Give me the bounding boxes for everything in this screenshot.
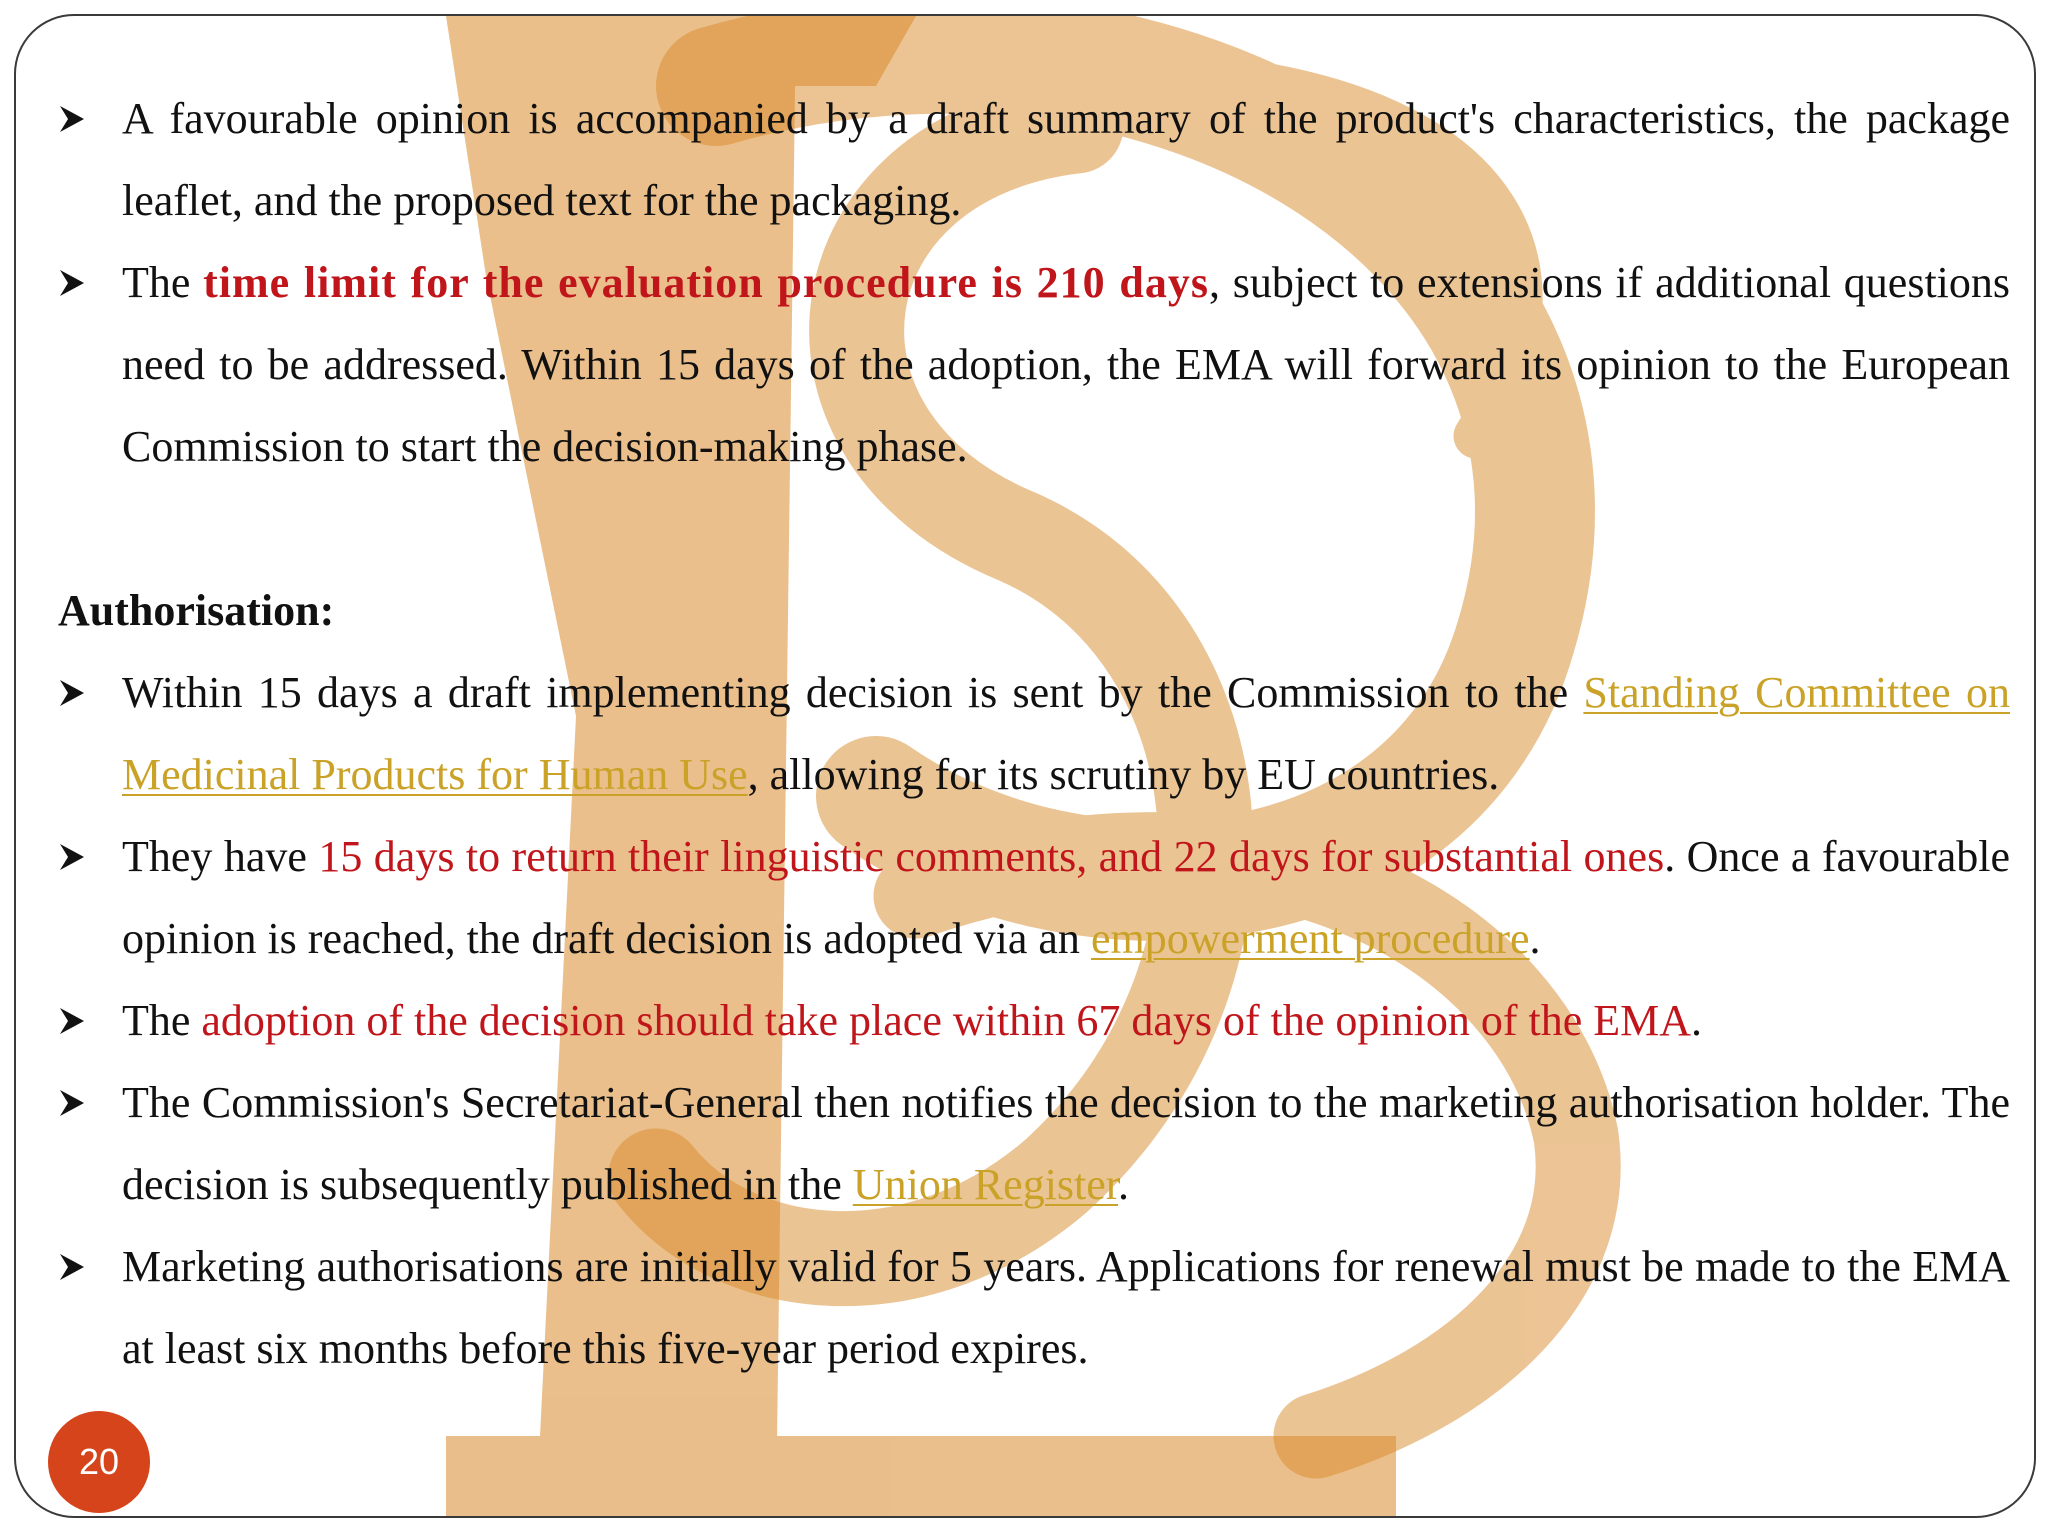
bullet-draft-decision	[58, 652, 2010, 816]
bullet-notification	[58, 1062, 2010, 1226]
slide-frame	[14, 14, 2036, 1518]
bullet-time-limit	[58, 242, 2010, 488]
authorisation-heading: Authorisation:	[58, 586, 335, 635]
bullet-text: They have	[122, 832, 319, 881]
bullet-text: A favourable opinion is accompanied by a draft summary of the product's characteristics, the package leaflet, and the proposed text for the packaging.	[122, 94, 2010, 225]
bullet-text: .	[1118, 1160, 1130, 1209]
time-limit-emphasis: time limit for the evaluation procedure is 210 days	[203, 258, 1209, 307]
bullet-favourable-opinion	[58, 78, 2010, 242]
arrow-bullet-icon	[58, 1062, 98, 1144]
bullet-text: , subject to extensions if additional questions need to be addressed. Within 15 days of the adoption, the EMA will forward its opinion to the European Commission to start the decision-making phase.	[122, 258, 2011, 471]
bullet-text: .	[1691, 996, 1703, 1045]
bullet-validity	[58, 1226, 2010, 1390]
bullet-comments	[58, 816, 2010, 980]
bullet-adoption	[58, 980, 2010, 1062]
page-number-badge: 20	[48, 1411, 150, 1513]
arrow-bullet-icon	[58, 816, 98, 898]
union-register-link[interactable]: Union Register	[852, 1160, 1119, 1209]
arrow-bullet-icon	[58, 1226, 98, 1308]
comment-deadlines-emphasis: 15 days to return their linguistic comments, and 22 days for substantial ones	[318, 832, 1665, 881]
slide-content	[58, 78, 2010, 1390]
bullet-text: The	[122, 996, 202, 1045]
adoption-deadline-emphasis: adoption of the decision should take place within 67 days of the opinion of the EMA	[201, 996, 1692, 1045]
arrow-bullet-icon	[58, 242, 98, 324]
bullet-text: The Commission's Secretariat-General then notifies the decision to the marketing authorisation holder. The decision is subsequently published in the	[122, 1078, 2010, 1209]
bullet-text: The	[122, 258, 204, 307]
bullet-text: . Once a favourable opinion is reached, the draft decision is adopted via an	[122, 832, 2011, 963]
bullet-text: .	[1529, 914, 1541, 963]
arrow-bullet-icon	[58, 78, 98, 160]
standing-committee-link[interactable]: Standing Committee on Medicinal Products for Human Use	[122, 668, 2010, 799]
bullet-text: Within 15 days a draft implementing decision is sent by the Commission to the	[122, 668, 1584, 717]
bullet-text: Marketing authorisations are initially valid for 5 years. Applications for renewal must be made to the EMA at least six months before this five-year period expires.	[122, 1242, 2010, 1373]
empowerment-procedure-link[interactable]: empowerment procedure	[1090, 914, 1530, 963]
bullet-text: , allowing for its scrutiny by EU countries.	[747, 750, 1500, 799]
arrow-bullet-icon	[58, 652, 98, 734]
arrow-bullet-icon	[58, 980, 98, 1062]
